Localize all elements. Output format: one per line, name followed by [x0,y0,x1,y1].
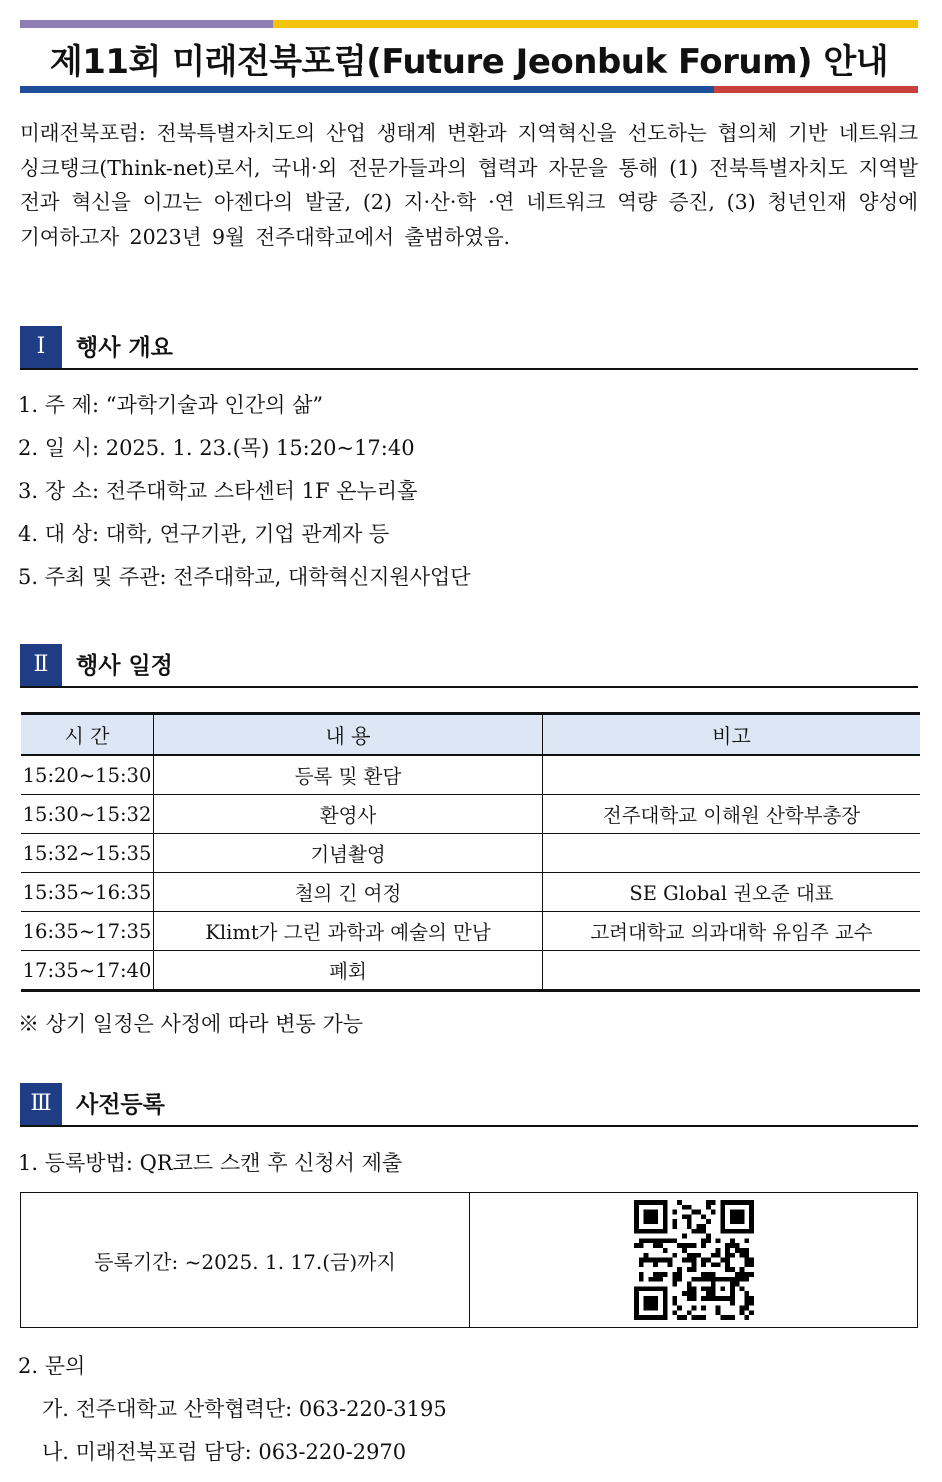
cell-note [543,834,921,873]
top-color-bar [20,20,918,28]
cell-note: 고려대학교 의과대학 유임주 교수 [543,912,921,951]
section-title: 행사 개요 [76,335,173,361]
header-content: 내 용 [154,714,543,756]
overview-host: 5. 주최 및 주관: 전주대학교, 대학혁신지원사업단 [18,565,471,589]
section-number: Ⅰ [20,326,62,368]
intro-paragraph: 미래전북포럼: 전북특별자치도의 산업 생태계 변환과 지역혁신을 선도하는 협의체 기반 네트워크 싱크탱크(Think-net)로서, 국내·외 전문가들과의 협력과 자문을 통해 (1) 전북특별자치도 지역발전과 혁신을 이끄는 아젠다의 발굴, (2) 지·산·학 ·연 네트워크 역량 증진, (3) 청년인재 양성에 기여하고자 2023년 9월 전주대학교에서 출범하였음. [20,121,918,249]
qr-code-cell [470,1193,917,1327]
cell-time: 15:32~15:35 [21,834,154,873]
schedule-note: ※ 상기 일정은 사정에 따라 변동 가능 [18,1012,364,1036]
section-number: Ⅲ [20,1083,62,1125]
section-header-registration [20,1083,918,1127]
schedule-table [21,712,920,992]
cell-time: 15:35~16:35 [21,873,154,912]
overview-topic: 1. 주 제: “과학기술과 인간의 삶” [18,393,324,417]
table-header-row [21,714,920,756]
registration-period: 등록기간: ~2025. 1. 17.(금)까지 [21,1193,470,1327]
cell-content: 환영사 [154,795,543,834]
cell-content: 기념촬영 [154,834,543,873]
table-row [21,834,920,873]
header-note: 비고 [543,714,921,756]
table-row [21,912,920,951]
cell-time: 17:35~17:40 [21,951,154,991]
cell-note [543,951,921,991]
cell-time: 16:35~17:35 [21,912,154,951]
table-row [21,795,920,834]
table-row [21,951,920,991]
bottom-color-bar [20,86,918,93]
section-header-schedule [20,644,918,688]
cell-note: SE Global 권오준 대표 [543,873,921,912]
overview-venue: 3. 장 소: 전주대학교 스타센터 1F 온누리홀 [18,479,418,503]
table-row [21,873,920,912]
cell-content: 폐회 [154,951,543,991]
overview-audience: 4. 대 상: 대학, 연구기관, 기업 관계자 등 [18,522,390,546]
table-row [21,755,920,795]
overview-datetime: 2. 일 시: 2025. 1. 23.(목) 15:20~17:40 [18,436,415,460]
registration-box [20,1192,918,1328]
cell-note: 전주대학교 이해원 산학부총장 [543,795,921,834]
contact-title: 2. 문의 [18,1354,86,1378]
section-number: Ⅱ [20,644,62,686]
cell-note [543,755,921,795]
cell-time: 15:30~15:32 [21,795,154,834]
cell-content: 철의 긴 여정 [154,873,543,912]
contact-item: 나. 미래전북포럼 담당: 063-220-2970 [42,1440,407,1464]
qr-code-icon[interactable] [634,1200,754,1320]
section-header-overview [20,326,918,370]
registration-method: 1. 등록방법: QR코드 스캔 후 신청서 제출 [18,1151,403,1175]
cell-content: 등록 및 환담 [154,755,543,795]
cell-content: Klimt가 그린 과학과 예술의 만남 [154,912,543,951]
header-time: 시 간 [21,714,154,756]
section-title: 사전등록 [76,1092,165,1118]
contact-item: 가. 전주대학교 산학협력단: 063-220-3195 [42,1397,447,1421]
page-title: 제11회 미래전북포럼(Future Jeonbuk Forum) 안내 [49,42,889,82]
section-title: 행사 일정 [76,653,173,679]
cell-time: 15:20~15:30 [21,755,154,795]
